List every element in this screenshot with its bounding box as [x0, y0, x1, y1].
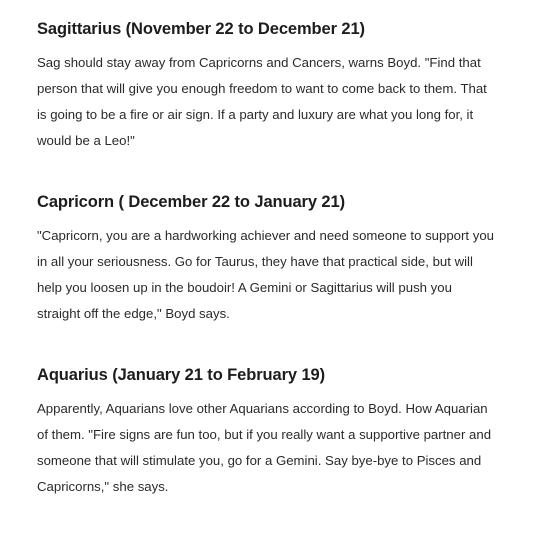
section-sagittarius: [37, 16, 495, 154]
section-body: "Capricorn, you are a hardworking achiever and need someone to support you in all your seriousness. Go for Taurus, they have that practical side, but will help you loosen up in the boudoir! A Gemini or Sagittarius will push you straight off the edge," Boyd says.: [37, 228, 494, 321]
section-body: Apparently, Aquarians love other Aquarians according to Boyd. How Aquarian of them. "Fire signs are fun too, but if you really want a supportive partner and someone that will stimulate you, go for a Gemini. Say bye-bye to Pisces and Capricorns," she says.: [37, 401, 492, 494]
section-capricorn: [37, 189, 495, 327]
article-content: [37, 16, 495, 535]
section-heading: Capricorn ( December 22 to January 21): [37, 193, 345, 211]
section-heading: Aquarius (January 21 to February 19): [37, 366, 325, 384]
section-body: Sag should stay away from Capricorns and Cancers, warns Boyd. "Find that person that will give you enough freedom to want to come back to them. That is going to be a fire or air sign. If a party and luxury are what you long for, it would be a Leo!": [37, 55, 487, 148]
section-heading: Sagittarius (November 22 to December 21): [37, 20, 365, 38]
section-aquarius: [37, 362, 495, 500]
